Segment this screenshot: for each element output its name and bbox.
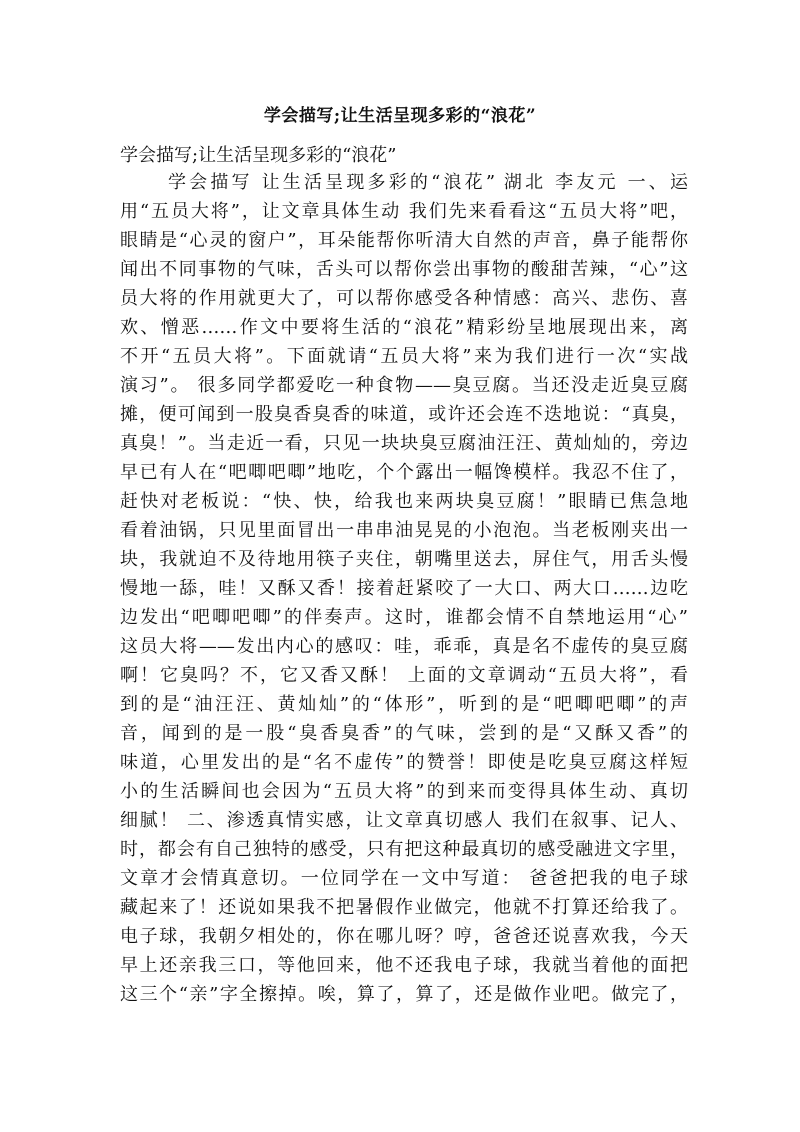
body-line: 演习”。 很多同学都爱吃一种食物——臭豆腐。当还没走近臭豆腐 — [120, 375, 688, 396]
body-line: 边发出“吧唧吧唧”的伴奏声。这时，谁都会情不自禁地运用“心” — [120, 607, 688, 628]
body-line: 味道，心里发出的是“名不虚传”的赞誉！即使是吃臭豆腐这样短 — [120, 752, 688, 773]
body-line: 摊，便可闻到一股臭香臭香的味道，或许还会连不迭地说：“真臭， — [120, 404, 688, 425]
body-line: 细腻！ 二、渗透真情实感，让文章真切感人 我们在叙事、记人、 — [120, 810, 688, 831]
body-line: 员大将的作用就更大了，可以帮你感受各种情感：高兴、悲伤、喜 — [120, 288, 688, 309]
body-line: 块，我就迫不及待地用筷子夹住，朝嘴里送去，屏住气，用舌头慢 — [120, 549, 688, 570]
body-line: 早已有人在“吧唧吧唧”地吃，个个露出一幅馋模样。我忍不住了， — [120, 462, 688, 483]
body-line: 慢地一舔，哇！又酥又香！接着赶紧咬了一大口、两大口……边吃 — [120, 578, 688, 599]
body-text — [120, 168, 688, 1009]
document-title: 学会描写;让生活呈现多彩的“浪花” — [263, 106, 537, 126]
body-line: 欢、憎恶……作文中要将生活的“浪花”精彩纷呈地展现出来，离 — [120, 317, 688, 338]
body-line: 这员大将——发出内心的感叹：哇，乖乖，真是名不虚传的臭豆腐 — [120, 636, 688, 657]
body-line: 看着油锅，只见里面冒出一串串油晃晃的小泡泡。当老板刚夹出一 — [120, 520, 688, 541]
body-line: 用“五员大将”，让文章具体生动 我们先来看看这“五员大将”吧， — [120, 201, 688, 222]
body-line: 小的生活瞬间也会因为“五员大将”的到来而变得具体生动、真切 — [120, 781, 688, 802]
body-line: 早上还亲我三口，等他回来，他不还我电子球，我就当着他的面把 — [120, 955, 688, 976]
body-line: 不开“五员大将”。下面就请“五员大将”来为我们进行一次“实战 — [120, 346, 688, 367]
body-line: 赶快对老板说：“快、快，给我也来两块臭豆腐！”眼睛已焦急地 — [120, 491, 688, 512]
body-line: 文章才会情真意切。一位同学在一文中写道： 爸爸把我的电子球 — [120, 868, 688, 889]
body-line: 眼睛是“心灵的窗户”，耳朵能帮你听清大自然的声音，鼻子能帮你 — [120, 230, 688, 251]
body-line: 时，都会有自己独特的感受，只有把这种最真切的感受融进文字里， — [120, 839, 688, 860]
body-line: 这三个“亲”字全擦掉。唉，算了，算了，还是做作业吧。做完了， — [120, 984, 688, 1005]
body-line: 真臭！”。当走近一看，只见一块块臭豆腐油汪汪、黄灿灿的，旁边 — [120, 433, 688, 454]
body-line: 闻出不同事物的气味，舌头可以帮你尝出事物的酸甜苦辣，“心”这 — [120, 259, 688, 280]
body-line: 藏起来了！还说如果我不把暑假作业做完，他就不打算还给我了。 — [120, 897, 688, 918]
body-line: 音，闻到的是一股“臭香臭香”的气味，尝到的是“又酥又香”的 — [120, 723, 688, 744]
body-line: 电子球，我朝夕相处的，你在哪儿呀？哼，爸爸还说喜欢我，今天 — [120, 926, 688, 947]
body-line: 到的是“油汪汪、黄灿灿”的“体形”，听到的是“吧唧吧唧”的声 — [120, 694, 688, 715]
body-line: 啊！它臭吗？不，它又香又酥！ 上面的文章调动“五员大将”，看 — [120, 665, 688, 686]
document-subtitle: 学会描写;让生活呈现多彩的“浪花” — [120, 145, 397, 166]
body-line: 学会描写 让生活呈现多彩的“浪花” 湖北 李友元 一、运 — [168, 172, 688, 193]
